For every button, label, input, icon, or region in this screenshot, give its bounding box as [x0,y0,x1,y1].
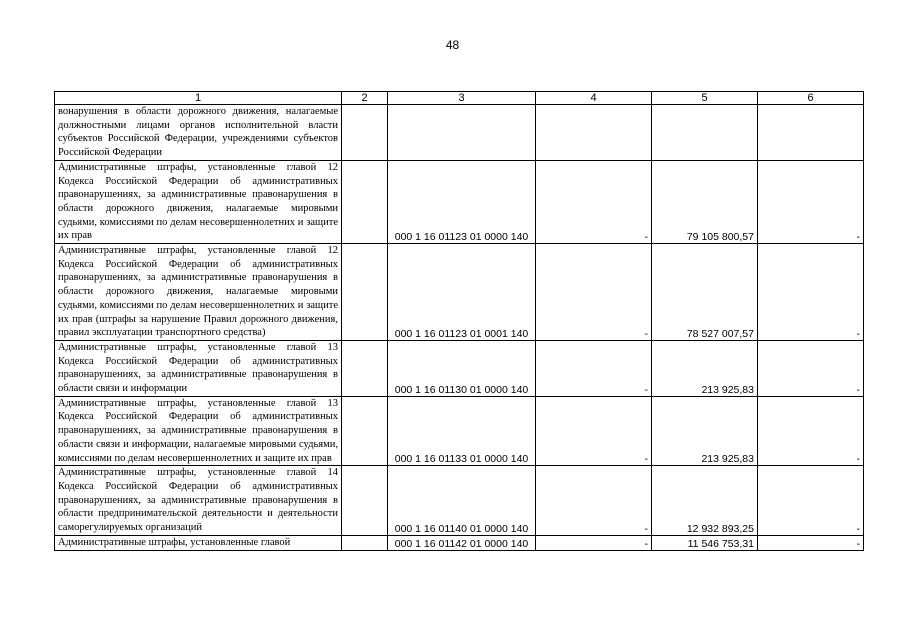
table-row [55,535,864,550]
row-amount: 11 546 753,31 [652,535,758,550]
row-amount: 213 925,83 [652,396,758,466]
row-amount: 12 932 893,25 [652,466,758,536]
row-description: Административные штрафы, установленные главой 12 Кодекса Российской Федерации об административных правонарушениях, за административные правонарушения в области дорожного движения, налагаемые мировыми судьями, комиссиями по делам несовершеннолетних и защите их прав (штрафы за нарушение Правил дорожного движения, правил эксплуатации транспортного средства) [55,244,342,341]
row-amount: 78 527 007,57 [652,244,758,341]
column-header-1: 1 [55,92,342,105]
row-col2 [342,160,388,243]
row-code: 000 1 16 01123 01 0000 140 [388,160,536,243]
row-description: Административные штрафы, установленные главой [55,535,342,550]
row-amount: 213 925,83 [652,340,758,396]
table-row [55,244,864,341]
table-row [55,340,864,396]
row-col4: - [536,466,652,536]
row-col2 [342,396,388,466]
column-header-5: 5 [652,92,758,105]
column-header-6: 6 [758,92,864,105]
row-description: вонарушения в области дорожного движения, налагаемые должностными лицами органов исполнительной власти субъектов Российской Федерации, учреждениями субъектов Российской Федерации [55,105,342,161]
column-header-3: 3 [388,92,536,105]
row-col4: - [536,396,652,466]
row-col6: - [758,340,864,396]
row-col4: - [536,244,652,341]
page-number: 48 [445,38,460,52]
row-col2 [342,105,388,161]
row-col4 [536,105,652,161]
table-row [55,466,864,536]
row-amount: 79 105 800,57 [652,160,758,243]
row-col2 [342,535,388,550]
row-col6 [758,105,864,161]
row-code: 000 1 16 01123 01 0001 140 [388,244,536,341]
row-code: 000 1 16 01140 01 0000 140 [388,466,536,536]
row-description: Административные штрафы, установленные главой 13 Кодекса Российской Федерации об административных правонарушениях, за административные правонарушения в области связи и информации, налагаемые мировыми судьями, комиссиями по делам несовершеннолетних и защите их прав [55,396,342,466]
table-row [55,160,864,243]
row-col6: - [758,466,864,536]
row-code: 000 1 16 01130 01 0000 140 [388,340,536,396]
row-col2 [342,466,388,536]
row-col4: - [536,340,652,396]
row-amount [652,105,758,161]
table-header-row [55,92,864,105]
column-header-4: 4 [536,92,652,105]
row-description: Административные штрафы, установленные главой 13 Кодекса Российской Федерации об административных правонарушениях, за административные правонарушения в области связи и информации [55,340,342,396]
row-col4: - [536,160,652,243]
row-col4: - [536,535,652,550]
row-col6: - [758,244,864,341]
row-col6: - [758,396,864,466]
row-description: Административные штрафы, установленные главой 12 Кодекса Российской Федерации об административных правонарушениях, за административные правонарушения в области дорожного движения, налагаемые мировыми судьями, комиссиями по делам несовершеннолетних и защите их прав [55,160,342,243]
column-header-2: 2 [342,92,388,105]
row-code: 000 1 16 01142 01 0000 140 [388,535,536,550]
budget-table [54,91,864,551]
row-col2 [342,340,388,396]
row-description: Административные штрафы, установленные главой 14 Кодекса Российской Федерации об административных правонарушениях, за административные правонарушения в области предпринимательской деятельности и деятельности саморегулируемых организаций [55,466,342,536]
row-col6: - [758,535,864,550]
table-row [55,396,864,466]
row-code: 000 1 16 01133 01 0000 140 [388,396,536,466]
table-row [55,105,864,161]
row-code [388,105,536,161]
row-col6: - [758,160,864,243]
row-col2 [342,244,388,341]
